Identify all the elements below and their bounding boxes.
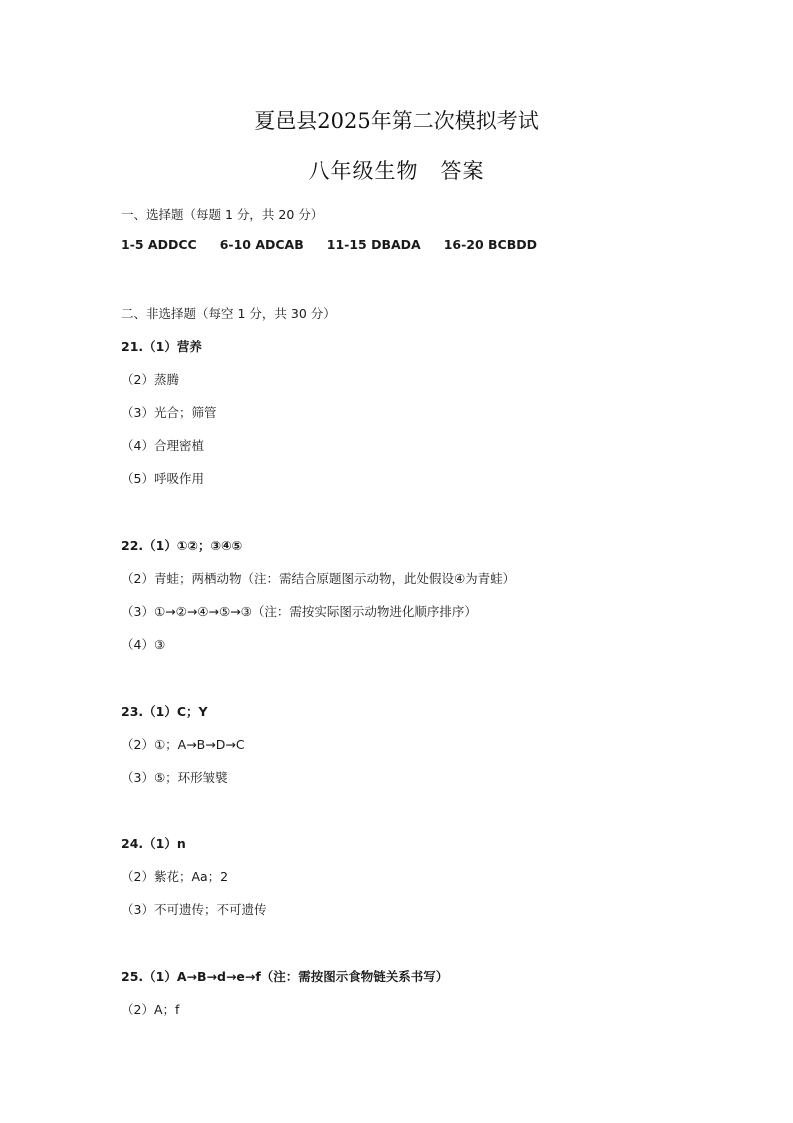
answer-group-4: 16-20 BCBDD — [443, 237, 538, 252]
q25-line-1: 25.（1）A→B→d→e→f（注：需按图示食物链关系书写） — [121, 969, 449, 984]
q21-line-3: （3）光合；筛管 — [121, 405, 217, 420]
q23-line-3: （3）⑤；环形皱襞 — [121, 770, 228, 785]
q23-line-2: （2）①；A→B→D→C — [121, 737, 245, 752]
q24-line-1: 24.（1）n — [121, 836, 186, 851]
q21-line-1: 21.（1）营养 — [121, 339, 202, 354]
section-heading-nonchoice: 二、非选择题（每空 1 分，共 30 分） — [121, 306, 336, 321]
answer-group-3: 11-15 DBADA — [326, 237, 421, 252]
document-title: 夏邑县2025年第二次模拟考试 — [254, 109, 539, 133]
q21-line-5: （5）呼吸作用 — [121, 471, 204, 486]
q21-line-4: （4）合理密植 — [121, 438, 204, 453]
section-heading-choice: 一、选择题（每题 1 分，共 20 分） — [121, 207, 324, 222]
answer-group-2: 6-10 ADCAB — [219, 237, 304, 252]
q24-line-3: （3）不可遗传；不可遗传 — [121, 902, 267, 917]
q23-line-1: 23.（1）C；Y — [121, 704, 208, 719]
choice-answers-row — [121, 237, 556, 252]
q25-line-2: （2）A；f — [121, 1002, 180, 1017]
q22-line-4: （4）③ — [121, 637, 166, 652]
answer-group-1: 1-5 ADDCC — [121, 237, 197, 252]
q21-line-2: （2）蒸腾 — [121, 372, 179, 387]
q22-line-2: （2）青蛙；两栖动物（注：需结合原题图示动物，此处假设④为青蛙） — [121, 571, 516, 586]
q24-line-2: （2）紫花；Aa；2 — [121, 869, 229, 884]
q22-line-3: （3）①→②→④→⑤→③（注：需按实际图示动物进化顺序排序） — [121, 604, 477, 619]
document-subtitle: 八年级生物 答案 — [308, 159, 485, 183]
q22-line-1: 22.（1）①②；③④⑤ — [121, 538, 243, 553]
